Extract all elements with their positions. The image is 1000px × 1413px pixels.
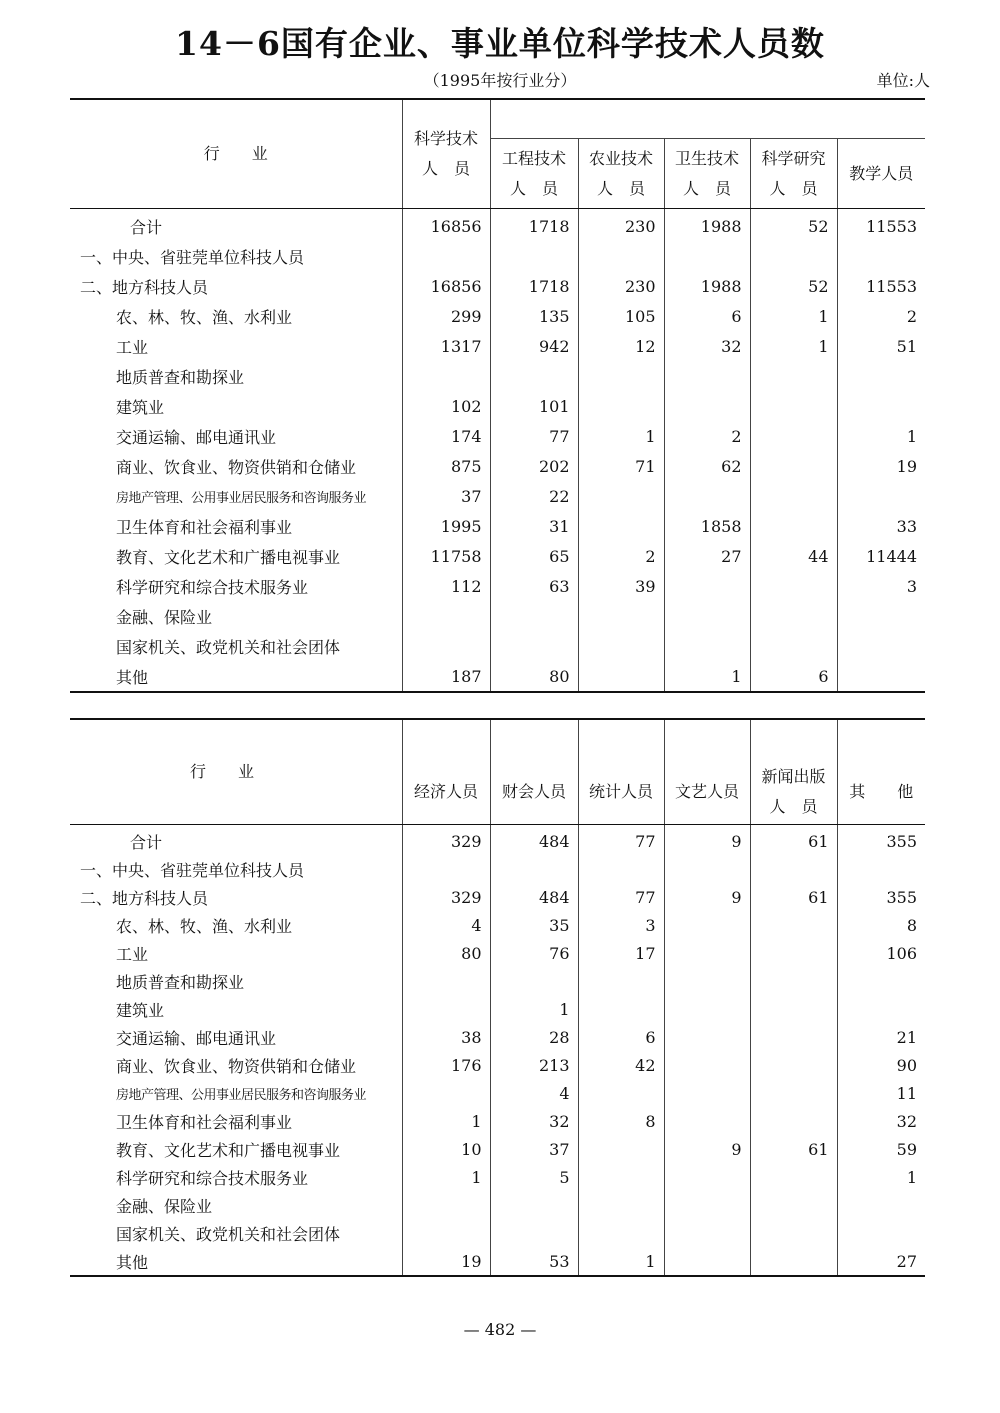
table-cell xyxy=(578,1135,664,1163)
row-label: 地质普查和勘探业 xyxy=(116,367,245,387)
row-label: 工业 xyxy=(116,944,149,964)
table-cell: 59 xyxy=(837,1135,925,1163)
table-cell xyxy=(664,1191,750,1219)
header-teaching: 教学人员 xyxy=(837,139,925,209)
table-cell xyxy=(578,661,664,692)
table-cell xyxy=(664,631,750,661)
table-cell: 2 xyxy=(578,541,664,571)
table-cell xyxy=(402,995,490,1023)
table-row xyxy=(70,1107,925,1135)
table-row xyxy=(70,391,925,421)
table-cell xyxy=(402,361,490,391)
page-subtitle: （1995年按行业分） xyxy=(423,71,577,90)
table-cell xyxy=(490,1219,578,1247)
table-cell xyxy=(664,1107,750,1135)
table-cell: 102 xyxy=(402,391,490,421)
row-label: 一、中央、省驻莞单位科技人员 xyxy=(80,247,305,267)
table-cell xyxy=(750,421,837,451)
table-cell: 76 xyxy=(490,939,578,967)
table-cell xyxy=(837,1191,925,1219)
table-cell xyxy=(750,361,837,391)
table-cell: 62 xyxy=(664,451,750,481)
table-cell: 1718 xyxy=(490,271,578,301)
table-cell: 16856 xyxy=(402,209,490,242)
table-cell xyxy=(664,1023,750,1051)
table-cell: 1 xyxy=(750,331,837,361)
table-cell xyxy=(664,1079,750,1107)
table-cell: 1 xyxy=(837,421,925,451)
page-number: — 482 — xyxy=(463,1320,537,1339)
table-cell: 77 xyxy=(578,883,664,911)
table-cell: 202 xyxy=(490,451,578,481)
table-row xyxy=(70,331,925,361)
table-cell xyxy=(837,481,925,511)
table-cell xyxy=(490,1191,578,1219)
table-cell xyxy=(664,855,750,883)
header-engineering: 工程技术 人 员 xyxy=(490,139,578,209)
table-cell: 19 xyxy=(402,1247,490,1276)
table-cell: 112 xyxy=(402,571,490,601)
table-cell: 28 xyxy=(490,1023,578,1051)
table-cell: 101 xyxy=(490,391,578,421)
row-label: 金融、保险业 xyxy=(116,607,213,627)
row-label: 商业、饮食业、物资供销和仓储业 xyxy=(116,1056,357,1076)
table-cell: 51 xyxy=(837,331,925,361)
table-cell xyxy=(578,995,664,1023)
table-cell: 329 xyxy=(402,825,490,856)
row-label: 房地产管理、公用事业居民服务和咨询服务业 xyxy=(116,1087,367,1103)
table-cell xyxy=(402,601,490,631)
row-label: 农、林、牧、渔、水利业 xyxy=(116,916,293,936)
table-cell: 27 xyxy=(837,1247,925,1276)
table-row xyxy=(70,541,925,571)
table-cell xyxy=(664,601,750,631)
table-row xyxy=(70,271,925,301)
table-cell: 63 xyxy=(490,571,578,601)
table-cell xyxy=(490,855,578,883)
table-row xyxy=(70,209,925,242)
table-cell: 65 xyxy=(490,541,578,571)
table-cell xyxy=(750,855,837,883)
table-cell xyxy=(750,571,837,601)
table-cell xyxy=(750,967,837,995)
header-arts: 文艺人员 xyxy=(664,719,750,825)
table-cell xyxy=(750,911,837,939)
table-cell: 2 xyxy=(664,421,750,451)
table-cell: 230 xyxy=(578,209,664,242)
table-cell: 4 xyxy=(490,1079,578,1107)
table-cell: 484 xyxy=(490,883,578,911)
table-row xyxy=(70,995,925,1023)
header-spacer xyxy=(490,99,925,139)
industry-header: 行 业 xyxy=(70,99,402,209)
table-cell: 1988 xyxy=(664,271,750,301)
table-row xyxy=(70,571,925,601)
table-cell: 19 xyxy=(837,451,925,481)
table-cell xyxy=(578,481,664,511)
table-row xyxy=(70,967,925,995)
table-cell: 80 xyxy=(490,661,578,692)
table-cell: 38 xyxy=(402,1023,490,1051)
table-cell: 37 xyxy=(490,1135,578,1163)
row-label: 合计 xyxy=(130,832,163,852)
table-cell: 484 xyxy=(490,825,578,856)
table-cell: 176 xyxy=(402,1051,490,1079)
table-cell: 355 xyxy=(837,825,925,856)
page-title: 14－6国有企业、事业单位科学技术人员数 xyxy=(175,24,825,63)
table-row xyxy=(70,631,925,661)
row-label: 商业、饮食业、物资供销和仓储业 xyxy=(116,457,357,477)
table-cell xyxy=(664,361,750,391)
row-label: 卫生体育和社会福利事业 xyxy=(116,1112,293,1132)
header-health: 卫生技术 人 员 xyxy=(664,139,750,209)
table-cell xyxy=(750,481,837,511)
table-cell: 1 xyxy=(578,1247,664,1276)
table-cell xyxy=(490,241,578,271)
table-cell xyxy=(750,511,837,541)
table-cell xyxy=(837,361,925,391)
table-row xyxy=(70,855,925,883)
table-row xyxy=(70,301,925,331)
table-cell: 35 xyxy=(490,911,578,939)
table-cell: 77 xyxy=(490,421,578,451)
table-row xyxy=(70,1023,925,1051)
table-2 xyxy=(70,718,925,1277)
row-label: 其他 xyxy=(116,667,149,687)
table-cell xyxy=(837,661,925,692)
table-cell xyxy=(578,241,664,271)
table-cell xyxy=(664,911,750,939)
table-row xyxy=(70,511,925,541)
table-cell: 80 xyxy=(402,939,490,967)
row-label: 建筑业 xyxy=(116,1000,165,1020)
row-label: 房地产管理、公用事业居民服务和咨询服务业 xyxy=(116,490,367,506)
table-cell xyxy=(750,939,837,967)
unit-label: 单位:人 xyxy=(876,71,930,90)
table-cell xyxy=(578,967,664,995)
table-cell: 1 xyxy=(578,421,664,451)
row-label: 国家机关、政党机关和社会团体 xyxy=(116,1224,341,1244)
table-cell: 9 xyxy=(664,1135,750,1163)
table-cell: 1988 xyxy=(664,209,750,242)
table-cell xyxy=(750,451,837,481)
table-cell: 3 xyxy=(578,911,664,939)
table-cell xyxy=(664,967,750,995)
table-cell: 1858 xyxy=(664,511,750,541)
table-cell xyxy=(578,631,664,661)
table-cell: 11 xyxy=(837,1079,925,1107)
table-row xyxy=(70,361,925,391)
table-row xyxy=(70,1051,925,1079)
table-cell: 32 xyxy=(664,331,750,361)
table-cell xyxy=(402,1079,490,1107)
table-cell xyxy=(402,241,490,271)
row-label: 其他 xyxy=(116,1252,149,1272)
table-row xyxy=(70,1219,925,1247)
table-cell: 33 xyxy=(837,511,925,541)
table-cell: 6 xyxy=(664,301,750,331)
table-cell xyxy=(490,967,578,995)
table-row xyxy=(70,883,925,911)
row-label: 工业 xyxy=(116,337,149,357)
industry-header: 行 业 xyxy=(70,719,402,825)
table-cell: 105 xyxy=(578,301,664,331)
table-row xyxy=(70,939,925,967)
table-row xyxy=(70,481,925,511)
header-statistics: 统计人员 xyxy=(578,719,664,825)
table-row xyxy=(70,241,925,271)
table-cell: 1 xyxy=(750,301,837,331)
row-label: 教育、文化艺术和广播电视事业 xyxy=(116,547,341,567)
header-economic: 经济人员 xyxy=(402,719,490,825)
table-cell: 1 xyxy=(664,661,750,692)
row-label: 卫生体育和社会福利事业 xyxy=(116,517,293,537)
table-cell: 21 xyxy=(837,1023,925,1051)
row-label: 交通运输、邮电通讯业 xyxy=(116,427,277,447)
table-cell: 942 xyxy=(490,331,578,361)
table-cell: 22 xyxy=(490,481,578,511)
table-cell: 230 xyxy=(578,271,664,301)
table-cell: 71 xyxy=(578,451,664,481)
table-cell xyxy=(664,1219,750,1247)
table-cell xyxy=(750,631,837,661)
table-cell: 17 xyxy=(578,939,664,967)
table-cell xyxy=(837,1219,925,1247)
table-cell xyxy=(490,601,578,631)
table-cell xyxy=(750,1079,837,1107)
table-cell: 355 xyxy=(837,883,925,911)
table-cell: 8 xyxy=(837,911,925,939)
table-cell xyxy=(578,511,664,541)
table-cell xyxy=(837,631,925,661)
table-cell: 12 xyxy=(578,331,664,361)
table-cell: 875 xyxy=(402,451,490,481)
table-2-body xyxy=(70,825,925,1277)
table-cell: 42 xyxy=(578,1051,664,1079)
table-cell: 77 xyxy=(578,825,664,856)
table-cell xyxy=(578,1163,664,1191)
row-label: 一、中央、省驻莞单位科技人员 xyxy=(80,860,305,880)
table-cell: 90 xyxy=(837,1051,925,1079)
table-cell xyxy=(664,481,750,511)
table-cell: 44 xyxy=(750,541,837,571)
table-cell xyxy=(750,1051,837,1079)
table-cell: 52 xyxy=(750,209,837,242)
table-cell: 61 xyxy=(750,825,837,856)
table-cell xyxy=(837,601,925,631)
table-cell xyxy=(750,241,837,271)
row-label: 建筑业 xyxy=(116,397,165,417)
table-cell: 4 xyxy=(402,911,490,939)
table-cell xyxy=(578,1219,664,1247)
table-cell xyxy=(750,1247,837,1276)
table-cell: 1718 xyxy=(490,209,578,242)
table-cell: 53 xyxy=(490,1247,578,1276)
table-1 xyxy=(70,98,925,693)
table-cell: 61 xyxy=(750,883,837,911)
table-row xyxy=(70,1135,925,1163)
table-cell xyxy=(578,855,664,883)
table-row xyxy=(70,1163,925,1191)
table-cell: 135 xyxy=(490,301,578,331)
header-sci-tech-total: 科学技术 人 员 xyxy=(402,99,490,209)
table-cell xyxy=(750,391,837,421)
table-cell xyxy=(837,241,925,271)
table-cell: 1995 xyxy=(402,511,490,541)
table-cell: 299 xyxy=(402,301,490,331)
row-label: 二、地方科技人员 xyxy=(80,277,209,297)
table-cell xyxy=(402,1219,490,1247)
table-row xyxy=(70,451,925,481)
table-cell xyxy=(750,1023,837,1051)
table-cell: 11553 xyxy=(837,271,925,301)
table-cell xyxy=(490,631,578,661)
row-label: 交通运输、邮电通讯业 xyxy=(116,1028,277,1048)
table-cell: 10 xyxy=(402,1135,490,1163)
table-cell: 11553 xyxy=(837,209,925,242)
table-cell: 174 xyxy=(402,421,490,451)
row-label: 地质普查和勘探业 xyxy=(116,972,245,992)
table-cell xyxy=(750,995,837,1023)
table-cell: 329 xyxy=(402,883,490,911)
table-cell xyxy=(664,571,750,601)
table-cell: 213 xyxy=(490,1051,578,1079)
table-row xyxy=(70,1247,925,1276)
row-label: 教育、文化艺术和广播电视事业 xyxy=(116,1140,341,1160)
table-cell: 1 xyxy=(402,1107,490,1135)
table-cell xyxy=(578,1079,664,1107)
table-cell: 32 xyxy=(837,1107,925,1135)
table-cell: 1 xyxy=(490,995,578,1023)
table-cell xyxy=(750,601,837,631)
table-cell: 16856 xyxy=(402,271,490,301)
table-row xyxy=(70,421,925,451)
header-agriculture: 农业技术 人 员 xyxy=(578,139,664,209)
table-cell xyxy=(750,1219,837,1247)
header-other: 其 他 xyxy=(837,719,925,825)
table-cell xyxy=(750,1191,837,1219)
table-cell: 2 xyxy=(837,301,925,331)
table-cell: 6 xyxy=(750,661,837,692)
table-cell xyxy=(578,361,664,391)
row-label: 农、林、牧、渔、水利业 xyxy=(116,307,293,327)
table-cell: 32 xyxy=(490,1107,578,1135)
table-cell: 1 xyxy=(837,1163,925,1191)
table-cell xyxy=(578,1191,664,1219)
row-label: 金融、保险业 xyxy=(116,1196,213,1216)
table-cell xyxy=(402,855,490,883)
table-cell xyxy=(837,855,925,883)
table-row xyxy=(70,601,925,631)
header-research: 科学研究 人 员 xyxy=(750,139,837,209)
table-row xyxy=(70,661,925,692)
table-row xyxy=(70,825,925,856)
table-cell: 39 xyxy=(578,571,664,601)
table-cell: 37 xyxy=(402,481,490,511)
row-label: 合计 xyxy=(130,217,163,237)
table-cell: 61 xyxy=(750,1135,837,1163)
table-cell: 5 xyxy=(490,1163,578,1191)
table-cell xyxy=(402,1191,490,1219)
table-cell xyxy=(578,391,664,421)
table-cell xyxy=(837,967,925,995)
row-label: 国家机关、政党机关和社会团体 xyxy=(116,637,341,657)
table-1-body xyxy=(70,209,925,693)
table-cell xyxy=(402,631,490,661)
table-cell xyxy=(578,601,664,631)
table-cell: 3 xyxy=(837,571,925,601)
table-cell: 6 xyxy=(578,1023,664,1051)
table-cell xyxy=(664,1051,750,1079)
table-cell xyxy=(664,391,750,421)
table-cell: 187 xyxy=(402,661,490,692)
table-cell xyxy=(837,391,925,421)
table-row xyxy=(70,1079,925,1107)
table-cell: 52 xyxy=(750,271,837,301)
table-cell: 27 xyxy=(664,541,750,571)
table-cell: 106 xyxy=(837,939,925,967)
table-cell xyxy=(750,1163,837,1191)
table-cell xyxy=(664,1247,750,1276)
table-cell xyxy=(664,939,750,967)
table-cell xyxy=(664,241,750,271)
table-cell: 31 xyxy=(490,511,578,541)
table-cell: 9 xyxy=(664,883,750,911)
header-press: 新闻出版 人 员 xyxy=(750,719,837,825)
table-cell xyxy=(750,1107,837,1135)
header-accounting: 财会人员 xyxy=(490,719,578,825)
table-row xyxy=(70,1191,925,1219)
table-cell: 11444 xyxy=(837,541,925,571)
table-cell xyxy=(402,967,490,995)
row-label: 科学研究和综合技术服务业 xyxy=(116,577,309,597)
table-cell xyxy=(837,995,925,1023)
table-cell: 1 xyxy=(402,1163,490,1191)
table-cell xyxy=(664,995,750,1023)
table-cell: 9 xyxy=(664,825,750,856)
table-cell: 8 xyxy=(578,1107,664,1135)
table-cell xyxy=(490,361,578,391)
table-cell: 1317 xyxy=(402,331,490,361)
table-cell: 11758 xyxy=(402,541,490,571)
row-label: 二、地方科技人员 xyxy=(80,888,209,908)
table-row xyxy=(70,911,925,939)
row-label: 科学研究和综合技术服务业 xyxy=(116,1168,309,1188)
table-cell xyxy=(664,1163,750,1191)
